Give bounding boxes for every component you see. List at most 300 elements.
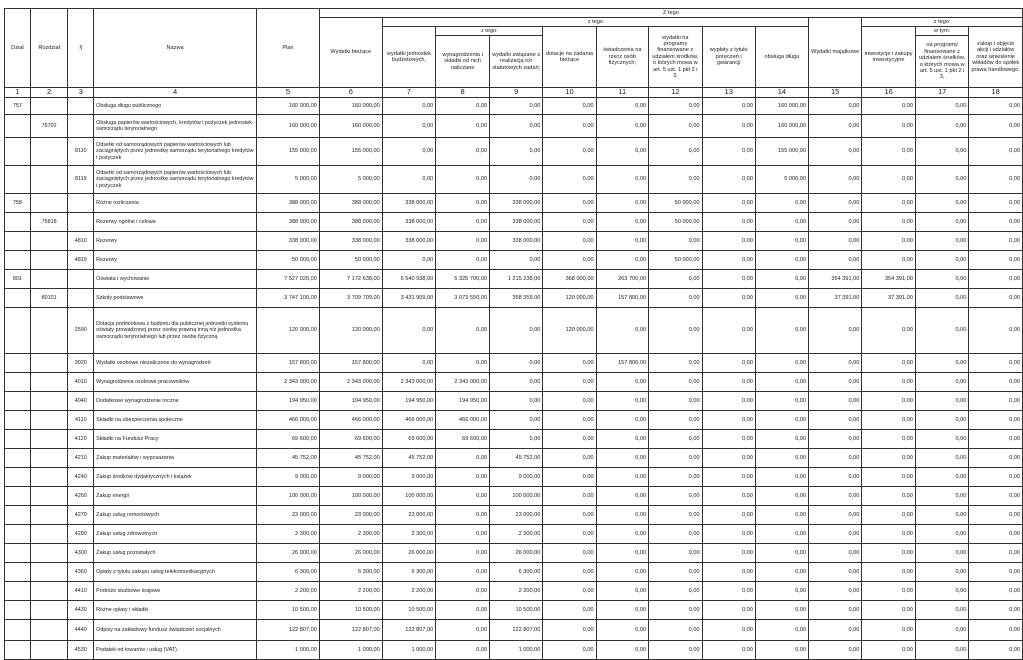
- cell-dzial: [5, 563, 31, 582]
- cell-value: 0,00: [755, 411, 808, 430]
- cell-value: 0,00: [596, 430, 649, 449]
- header-w-tym: w tym:: [915, 27, 969, 36]
- cell-nazwa: Wynagrodzenia osobowe pracowników: [94, 373, 257, 392]
- cell-rozdzial: [30, 232, 68, 251]
- cell-value: 0,00: [649, 601, 703, 620]
- cell-value: 157 800,00: [319, 354, 382, 373]
- cell-value: 0,00: [915, 166, 969, 194]
- cell-value: 0,00: [436, 251, 490, 270]
- cell-rozdzial: [30, 392, 68, 411]
- cell-nazwa: Składki na Fundusz Pracy: [94, 430, 257, 449]
- cell-value: 338 000,00: [489, 213, 542, 232]
- cell-value: 0,00: [915, 392, 969, 411]
- cell-paragraf: [68, 213, 94, 232]
- table-row: [5, 487, 1023, 506]
- cell-value: 0,00: [702, 270, 755, 289]
- cell-value: 120 000,00: [543, 308, 596, 354]
- cell-value: 0,00: [915, 289, 969, 308]
- cell-value: 0,00: [915, 270, 969, 289]
- cell-nazwa: Różne opłaty i składki: [94, 601, 257, 620]
- cell-value: 0,00: [809, 620, 862, 641]
- cell-value: 0,00: [862, 411, 916, 430]
- header-wydatki-jednostek: wydatki jednostek budżetowych,: [382, 27, 436, 88]
- cell-value: 5 325 700,00: [436, 270, 490, 289]
- cell-dzial: [5, 232, 31, 251]
- cell-value: 0,00: [915, 449, 969, 468]
- cell-value: 0,00: [755, 194, 808, 213]
- cell-dzial: [5, 308, 31, 354]
- cell-nazwa: Zakup energii: [94, 487, 257, 506]
- cell-nazwa: Obsługa papierów wartościowych, kredytów i pożyczek jednostek samorządu terytorialnego: [94, 115, 257, 138]
- cell-value: 0,00: [436, 620, 490, 641]
- cell-value: 0,00: [969, 270, 1023, 289]
- cell-value: 0,00: [436, 166, 490, 194]
- cell-value: 0,00: [809, 251, 862, 270]
- cell-value: 5 000,00: [319, 166, 382, 194]
- cell-value: 50 000,00: [649, 194, 703, 213]
- cell-value: 0,00: [969, 582, 1023, 601]
- cell-value: 0,00: [915, 582, 969, 601]
- cell-value: 120 000,00: [543, 289, 596, 308]
- cell-value: 0,00: [755, 308, 808, 354]
- cell-value: 0,00: [702, 582, 755, 601]
- cell-value: 0,00: [489, 392, 542, 411]
- cell-value: 338 000,00: [382, 232, 436, 251]
- header-dzial: Dział: [5, 9, 31, 88]
- cell-value: 0,00: [702, 620, 755, 641]
- table-row: [5, 468, 1023, 487]
- cell-value: 155 000,00: [755, 138, 808, 166]
- cell-value: 0,00: [489, 373, 542, 392]
- cell-rozdzial: [30, 563, 68, 582]
- cell-value: 0,00: [755, 525, 808, 544]
- column-number: 14: [755, 88, 808, 98]
- cell-nazwa: Różne rozliczenia: [94, 194, 257, 213]
- cell-value: 466 000,00: [382, 411, 436, 430]
- cell-value: 338 000,00: [319, 232, 382, 251]
- table-row: [5, 373, 1023, 392]
- cell-value: 100 000,00: [489, 487, 542, 506]
- column-number: 12: [649, 88, 703, 98]
- cell-value: 0,00: [809, 232, 862, 251]
- cell-value: 0,00: [702, 289, 755, 308]
- cell-value: 0,00: [915, 373, 969, 392]
- cell-value: 100 000,00: [257, 487, 320, 506]
- table-row: [5, 525, 1023, 544]
- cell-dzial: [5, 544, 31, 563]
- cell-value: 0,00: [649, 563, 703, 582]
- cell-value: 0,00: [969, 641, 1023, 660]
- cell-value: 466 000,00: [257, 411, 320, 430]
- cell-value: 0,00: [969, 138, 1023, 166]
- table-row: [5, 354, 1023, 373]
- cell-rozdzial: [30, 487, 68, 506]
- cell-value: 2 343 000,00: [436, 373, 490, 392]
- column-number: 3: [68, 88, 94, 98]
- cell-value: 0,00: [596, 620, 649, 641]
- cell-value: 1 000,00: [382, 641, 436, 660]
- cell-value: 0,00: [596, 449, 649, 468]
- cell-value: 122 807,00: [382, 620, 436, 641]
- cell-value: 0,00: [862, 506, 916, 525]
- cell-value: 0,00: [543, 430, 596, 449]
- cell-value: 0,00: [436, 194, 490, 213]
- cell-paragraf: 4270: [68, 506, 94, 525]
- cell-value: 0,00: [596, 582, 649, 601]
- cell-paragraf: 4410: [68, 582, 94, 601]
- cell-value: 37 391,00: [809, 289, 862, 308]
- cell-value: 0,00: [755, 544, 808, 563]
- cell-value: 0,00: [702, 232, 755, 251]
- cell-value: 0,00: [862, 115, 916, 138]
- cell-value: 6 300,00: [382, 563, 436, 582]
- cell-value: 37 391,00: [862, 289, 916, 308]
- cell-value: 0,00: [862, 373, 916, 392]
- cell-value: 466 000,00: [436, 411, 490, 430]
- cell-value: 10 500,00: [489, 601, 542, 620]
- cell-value: 0,00: [809, 115, 862, 138]
- cell-value: 69 600,00: [319, 430, 382, 449]
- cell-value: 0,00: [543, 563, 596, 582]
- cell-value: 0,00: [755, 373, 808, 392]
- cell-nazwa: Wydatki osobowe niezaliczone do wynagrodzeń: [94, 354, 257, 373]
- cell-value: 0,00: [969, 449, 1023, 468]
- cell-paragraf: 4440: [68, 620, 94, 641]
- cell-paragraf: 4040: [68, 392, 94, 411]
- cell-value: 3 709 709,00: [319, 289, 382, 308]
- cell-value: 23 000,00: [382, 506, 436, 525]
- cell-value: 0,00: [755, 487, 808, 506]
- cell-value: 6 300,00: [257, 563, 320, 582]
- cell-value: 0,00: [596, 563, 649, 582]
- column-number: 1: [5, 88, 31, 98]
- cell-value: 0,00: [436, 563, 490, 582]
- cell-dzial: [5, 138, 31, 166]
- cell-value: 0,00: [755, 251, 808, 270]
- cell-value: 0,00: [596, 232, 649, 251]
- cell-dzial: [5, 487, 31, 506]
- cell-dzial: [5, 166, 31, 194]
- cell-paragraf: 8119: [68, 166, 94, 194]
- cell-value: 0,00: [809, 138, 862, 166]
- header-programy-ue-2: na programy finansowane z udziałem środków, o których mowa w art. 5 ust. 1 pkt 2 i 3,: [915, 36, 969, 88]
- cell-value: 0,00: [915, 213, 969, 232]
- cell-value: 50 000,00: [649, 213, 703, 232]
- cell-value: 0,00: [489, 354, 542, 373]
- cell-value: 100 000,00: [319, 487, 382, 506]
- cell-value: 338 000,00: [489, 194, 542, 213]
- cell-paragraf: 8110: [68, 138, 94, 166]
- cell-value: 0,00: [436, 354, 490, 373]
- cell-value: 0,00: [755, 270, 808, 289]
- cell-dzial: [5, 373, 31, 392]
- cell-value: 2 343 000,00: [382, 373, 436, 392]
- cell-dzial: [5, 251, 31, 270]
- cell-value: 0,00: [489, 166, 542, 194]
- cell-value: 45 752,00: [382, 449, 436, 468]
- cell-nazwa: Dotacja podmiotowa z budżetu dla publicznej jednostki systemu oświaty prowadzonej przez osobę prawną inną niż jednostka samorządu terytorialnego lub przez osobę fizyczną: [94, 308, 257, 354]
- cell-dzial: [5, 392, 31, 411]
- cell-value: 0,00: [436, 506, 490, 525]
- cell-value: 120 000,00: [319, 308, 382, 354]
- cell-value: 0,00: [969, 251, 1023, 270]
- cell-value: 0,00: [649, 373, 703, 392]
- cell-value: 0,00: [809, 373, 862, 392]
- cell-value: 0,00: [755, 232, 808, 251]
- cell-value: 0,00: [702, 641, 755, 660]
- cell-rozdzial: 80101: [30, 289, 68, 308]
- cell-rozdzial: [30, 98, 68, 115]
- table-row: [5, 544, 1023, 563]
- cell-value: 0,00: [543, 620, 596, 641]
- cell-value: 23 000,00: [257, 506, 320, 525]
- cell-dzial: [5, 525, 31, 544]
- cell-value: 0,00: [596, 468, 649, 487]
- cell-value: 0,00: [596, 98, 649, 115]
- cell-value: 0,00: [543, 601, 596, 620]
- cell-value: 0,00: [862, 213, 916, 232]
- cell-value: 0,00: [436, 98, 490, 115]
- cell-value: 0,00: [862, 354, 916, 373]
- cell-value: 0,00: [543, 544, 596, 563]
- cell-value: 0,00: [489, 430, 542, 449]
- cell-value: 160 000,00: [755, 115, 808, 138]
- cell-paragraf: 4010: [68, 373, 94, 392]
- cell-nazwa: Dodatkowe wynagrodzenie roczne: [94, 392, 257, 411]
- cell-dzial: [5, 411, 31, 430]
- cell-dzial: [5, 430, 31, 449]
- header-poreczenia: wypłaty z tytułu poręczeń i gwarancji: [702, 27, 755, 88]
- cell-value: 0,00: [969, 620, 1023, 641]
- cell-value: 0,00: [969, 213, 1023, 232]
- cell-value: 0,00: [702, 468, 755, 487]
- cell-dzial: [5, 582, 31, 601]
- cell-value: 0,00: [915, 487, 969, 506]
- cell-value: 0,00: [382, 308, 436, 354]
- header-zwiazane: wydatki związane z realizacją ich statutowych zadań;: [489, 36, 542, 88]
- cell-dzial: [5, 641, 31, 660]
- column-number: 16: [862, 88, 916, 98]
- column-number: 6: [319, 88, 382, 98]
- cell-value: 0,00: [649, 289, 703, 308]
- cell-value: 0,00: [915, 411, 969, 430]
- cell-value: 0,00: [915, 506, 969, 525]
- cell-value: 0,00: [969, 468, 1023, 487]
- cell-dzial: [5, 115, 31, 138]
- cell-value: 0,00: [969, 525, 1023, 544]
- cell-value: 0,00: [543, 213, 596, 232]
- table-row: [5, 98, 1023, 115]
- cell-value: 0,00: [915, 620, 969, 641]
- table-row: [5, 194, 1023, 213]
- cell-value: 2 343 000,00: [257, 373, 320, 392]
- cell-value: 23 000,00: [489, 506, 542, 525]
- cell-rozdzial: [30, 525, 68, 544]
- cell-value: 69 600,00: [436, 430, 490, 449]
- cell-value: 0,00: [969, 392, 1023, 411]
- cell-paragraf: 2590: [68, 308, 94, 354]
- cell-paragraf: 4120: [68, 430, 94, 449]
- cell-dzial: [5, 289, 31, 308]
- header-z-tego-top: Z tego: [319, 9, 1022, 18]
- cell-value: 0,00: [702, 251, 755, 270]
- cell-value: 0,00: [649, 166, 703, 194]
- cell-value: 10 500,00: [319, 601, 382, 620]
- cell-value: 388 000,00: [257, 194, 320, 213]
- cell-value: 0,00: [702, 98, 755, 115]
- column-number: 18: [969, 88, 1023, 98]
- cell-value: 0,00: [382, 115, 436, 138]
- cell-value: 0,00: [862, 563, 916, 582]
- cell-value: 0,00: [915, 251, 969, 270]
- table-row: [5, 563, 1023, 582]
- cell-nazwa: Rezerwy ogólne i celowe: [94, 213, 257, 232]
- cell-value: 388 000,00: [319, 194, 382, 213]
- cell-value: 0,00: [596, 166, 649, 194]
- cell-value: 0,00: [915, 354, 969, 373]
- cell-value: 0,00: [489, 251, 542, 270]
- cell-value: 2 300,00: [257, 525, 320, 544]
- cell-value: 0,00: [809, 166, 862, 194]
- cell-value: 0,00: [969, 289, 1023, 308]
- cell-value: 0,00: [543, 373, 596, 392]
- table-row: [5, 601, 1023, 620]
- cell-value: 157 800,00: [596, 354, 649, 373]
- cell-rozdzial: 75702: [30, 115, 68, 138]
- cell-value: 7 527 029,00: [257, 270, 320, 289]
- cell-value: 0,00: [382, 166, 436, 194]
- cell-value: 50 000,00: [649, 251, 703, 270]
- cell-value: 0,00: [543, 98, 596, 115]
- cell-paragraf: 4819: [68, 251, 94, 270]
- cell-value: 338 000,00: [257, 232, 320, 251]
- cell-value: 0,00: [969, 354, 1023, 373]
- cell-value: 160 000,00: [257, 98, 320, 115]
- cell-nazwa: Zakup materiałów i wyposażenia: [94, 449, 257, 468]
- cell-value: 0,00: [543, 449, 596, 468]
- cell-rozdzial: [30, 138, 68, 166]
- header-obsluga-dlugu: obsługa długu: [755, 27, 808, 88]
- cell-value: 0,00: [543, 166, 596, 194]
- cell-value: 2 300,00: [382, 525, 436, 544]
- table-row: [5, 115, 1023, 138]
- cell-value: 0,00: [543, 641, 596, 660]
- cell-value: 160 000,00: [257, 115, 320, 138]
- cell-value: 0,00: [862, 468, 916, 487]
- cell-value: 0,00: [436, 115, 490, 138]
- cell-value: 0,00: [382, 138, 436, 166]
- cell-nazwa: Obsługa długu publicznego: [94, 98, 257, 115]
- table-row: [5, 582, 1023, 601]
- cell-value: 0,00: [649, 449, 703, 468]
- cell-value: 0,00: [915, 232, 969, 251]
- cell-value: 338 000,00: [489, 232, 542, 251]
- cell-value: 122 807,00: [489, 620, 542, 641]
- cell-value: 1 215 238,00: [489, 270, 542, 289]
- cell-value: 0,00: [543, 487, 596, 506]
- cell-rozdzial: [30, 582, 68, 601]
- cell-value: 0,00: [649, 232, 703, 251]
- cell-value: 0,00: [649, 641, 703, 660]
- cell-value: 0,00: [702, 166, 755, 194]
- cell-value: 0,00: [915, 468, 969, 487]
- cell-value: 2 200,00: [319, 582, 382, 601]
- cell-value: 3 431 909,00: [382, 289, 436, 308]
- cell-paragraf: 4810: [68, 232, 94, 251]
- cell-value: 0,00: [809, 392, 862, 411]
- header-paragraf: §: [68, 9, 94, 88]
- cell-value: 122 807,00: [319, 620, 382, 641]
- cell-value: 0,00: [702, 487, 755, 506]
- cell-value: 7 172 638,00: [319, 270, 382, 289]
- cell-paragraf: [68, 115, 94, 138]
- column-number: 8: [436, 88, 490, 98]
- cell-value: 338 000,00: [382, 213, 436, 232]
- cell-value: 0,00: [596, 138, 649, 166]
- cell-value: 194 950,00: [382, 392, 436, 411]
- cell-value: 10 500,00: [382, 601, 436, 620]
- cell-value: 0,00: [969, 232, 1023, 251]
- cell-value: 466 000,00: [319, 411, 382, 430]
- cell-value: 0,00: [649, 115, 703, 138]
- cell-value: 0,00: [596, 506, 649, 525]
- cell-value: 0,00: [862, 487, 916, 506]
- cell-value: 0,00: [809, 308, 862, 354]
- cell-value: 10 500,00: [257, 601, 320, 620]
- cell-value: 0,00: [649, 354, 703, 373]
- header-wydatki-biezace: Wydatki bieżące: [319, 18, 382, 88]
- cell-value: 3 073 550,00: [436, 289, 490, 308]
- cell-value: 0,00: [489, 115, 542, 138]
- cell-value: 0,00: [915, 525, 969, 544]
- cell-value: 0,00: [702, 373, 755, 392]
- cell-value: 358 359,00: [489, 289, 542, 308]
- table-row: [5, 506, 1023, 525]
- cell-dzial: [5, 601, 31, 620]
- cell-value: 0,00: [596, 487, 649, 506]
- cell-dzial: [5, 506, 31, 525]
- header-z-tego-4: z tego:: [862, 18, 1023, 27]
- cell-paragraf: [68, 194, 94, 213]
- cell-value: 0,00: [436, 308, 490, 354]
- cell-value: 0,00: [702, 544, 755, 563]
- cell-value: 5 000,00: [755, 166, 808, 194]
- cell-value: 0,00: [809, 98, 862, 115]
- cell-rozdzial: [30, 641, 68, 660]
- cell-value: 0,00: [702, 194, 755, 213]
- cell-value: 0,00: [543, 194, 596, 213]
- cell-value: 0,00: [436, 138, 490, 166]
- cell-value: 9 000,00: [489, 468, 542, 487]
- cell-value: 0,00: [543, 525, 596, 544]
- cell-value: 0,00: [862, 138, 916, 166]
- cell-value: 160 000,00: [755, 98, 808, 115]
- cell-dzial: [5, 620, 31, 641]
- cell-paragraf: 4110: [68, 411, 94, 430]
- cell-value: 0,00: [382, 98, 436, 115]
- cell-value: 0,00: [862, 525, 916, 544]
- header-inwestycje: inwestycje i zakupy inwestycyjne: [862, 27, 916, 88]
- cell-value: 0,00: [596, 544, 649, 563]
- header-wydatki-majatkowe: Wydatki majątkowe: [809, 18, 862, 88]
- cell-value: 69 600,00: [257, 430, 320, 449]
- cell-value: 194 950,00: [436, 392, 490, 411]
- cell-value: 0,00: [755, 641, 808, 660]
- cell-rozdzial: [30, 270, 68, 289]
- cell-value: 0,00: [862, 232, 916, 251]
- cell-paragraf: 4240: [68, 468, 94, 487]
- cell-value: 155 000,00: [319, 138, 382, 166]
